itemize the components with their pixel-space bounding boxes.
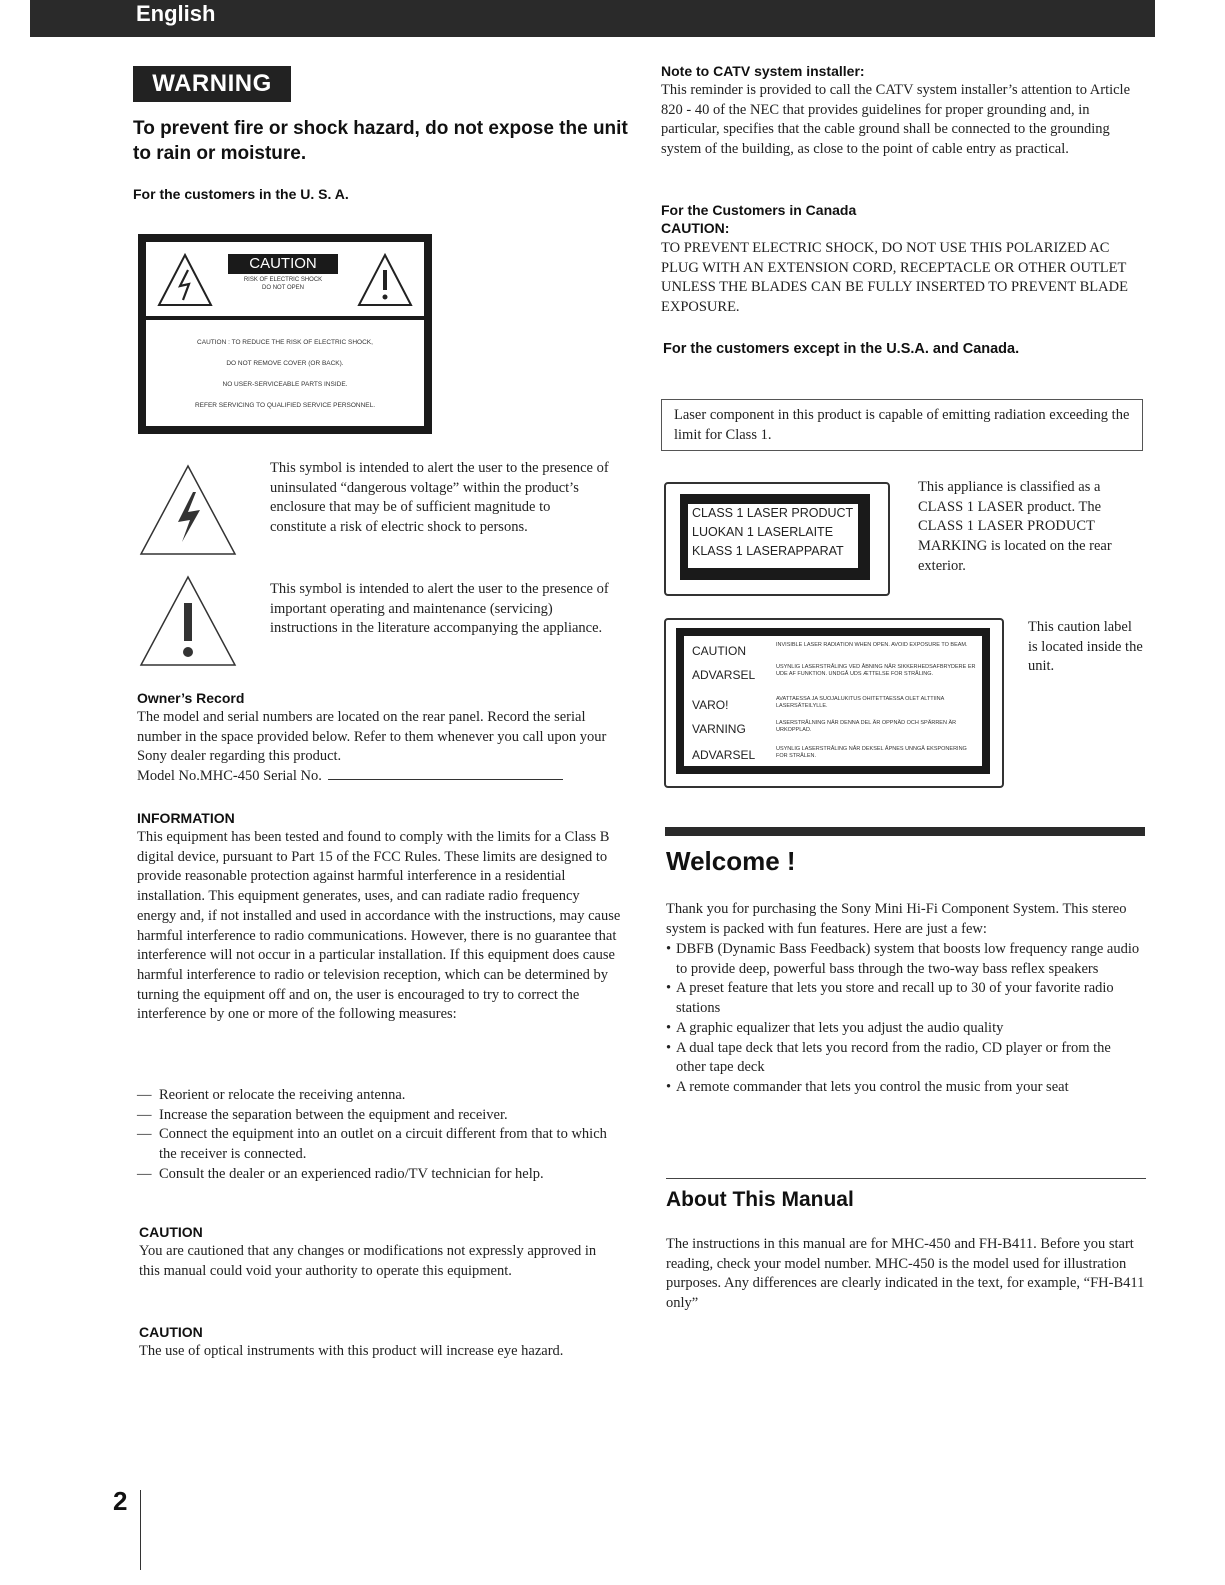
class1-label-line: KLASS 1 LASERAPPARAT (692, 544, 844, 558)
list-item: • A dual tape deck that lets you record from the radio, CD player or from the other tape deck (666, 1039, 1144, 1078)
exclamation-warning-icon (356, 252, 414, 308)
laser-notice-box (661, 399, 1143, 451)
caution-label-subtitle: DO NOT OPEN (262, 285, 304, 291)
caution-lang: VARNING (692, 722, 746, 736)
except-usa-canada-heading: For the customers except in the U.S.A. and Canada. (663, 341, 1020, 357)
list-item: — Consult the dealer or an experienced radio/TV technician for help. (137, 1165, 617, 1185)
laser-notice-text: Laser component in this product is capable of emitting radiation exceeding the limit for Class 1. (674, 407, 1130, 443)
caution-lang: VARO! (692, 698, 729, 712)
about-manual-text: The instructions in this manual are for MHC-450 and FH-B411. Before you start reading, check your model number. MHC-450 is the model used for illustration purposes. Any differences are clearly indicated in the text, for example, “FH-B411 only” (666, 1236, 1145, 1312)
language-label: English (136, 1, 216, 26)
caution-heading: CAUTION (139, 1324, 203, 1340)
caution-lang-text: USYNLIG LASERSTRÅLING VED ÅBNING NÅR SIKKERHEDSAFBRYDERE ER UDE AF FUNKTION. UNDGÅ UDS ÆTTELSE FOR STRÅLING. (776, 664, 976, 677)
model-serial-line (137, 767, 627, 787)
caution-heading: CAUTION (139, 1224, 203, 1240)
exclamation-symbol-text: This symbol is intended to alert the user to the presence of important operating and maintenance (servicing) instructions in the literature accompanying the appliance. (270, 581, 609, 637)
caution-lang: ADVARSEL (692, 668, 756, 682)
caution-lang-text: INVISIBLE LASER RADIATION WHEN OPEN. AVOID EXPOSURE TO BEAM. (776, 642, 968, 648)
features-list (666, 940, 1144, 1098)
section-divider (665, 827, 1145, 836)
class1-label-line: CLASS 1 LASER PRODUCT (692, 506, 854, 520)
canada-caution-label: CAUTION: (661, 220, 730, 236)
caution-label-subtitle: RISK OF ELECTRIC SHOCK (243, 277, 323, 283)
list-item: — Increase the separation between the equipment and receiver. (137, 1106, 617, 1126)
canada-heading: For the Customers in Canada (661, 202, 857, 218)
caution-label-line: NO USER-SERVICEABLE PARTS INSIDE. (222, 381, 348, 388)
caution-lang: ADVARSEL (692, 748, 756, 762)
owners-record-text: The model and serial numbers are located on the rear panel. Record the serial number in the space provided below. Refer to them whenever you call upon your Sony dealer regarding this product. (137, 709, 607, 765)
caution-optical-text: The use of optical instruments with this product will increase eye hazard. (139, 1343, 564, 1359)
page-number-divider (140, 1490, 141, 1570)
lightning-warning-icon (156, 252, 214, 308)
information-text: This equipment has been tested and found to comply with the limits for a Class B digital device, pursuant to Part 15 of the FCC Rules. These limits are designed to provide reasonable protection against harmful interference in a residential installation. This equipment generates, uses, and can radiate radio frequency energy and, if not installed and used in accordance with the instructions, may cause harmful interference to radio communications. However, there is no guarantee that interference will not occur in a particular installation. If this equipment does cause harmful interference to radio or television reception, which can be determined by turning the equipment off and on, the user is encouraged to try to correct the interference by one or more of the following measures: (137, 829, 621, 1023)
laser-caution-label (664, 618, 1004, 788)
usa-customers-heading: For the customers in the U. S. A. (133, 186, 349, 202)
about-manual-heading: About This Manual (666, 1188, 854, 1211)
list-item: • DBFB (Dynamic Bass Feedback) system that boosts low frequency range audio to provide deep, powerful bass through the two-way bass reflex speakers (666, 940, 1144, 979)
welcome-intro: Thank you for purchasing the Sony Mini Hi-Fi Component System. This stereo system is packed with fun features. Here are just a few: (666, 901, 1127, 937)
model-serial-label: Model No.MHC-450 Serial No. (137, 768, 322, 784)
warning-label: WARNING (133, 66, 291, 102)
caution-lang-text: AVATTAESSA JA SUOJALUKITUS OHITETTAESSA OLET ALTTIINA LASERSÄTEILYLLE. (776, 696, 944, 709)
exclamation-icon (138, 573, 238, 669)
warning-headline: To prevent fire or shock hazard, do not expose the unit to rain or moisture. (133, 118, 628, 164)
caution-label-title: CAUTION (228, 254, 338, 274)
class1-description: This appliance is classified as a CLASS 1 LASER product. The CLASS 1 LASER PRODUCT MARKING is located on the rear exterior. (918, 479, 1112, 574)
list-item: — Connect the equipment into an outlet on a circuit different from that to which the receiver is connected. (137, 1125, 617, 1164)
dangerous-voltage-icon (138, 462, 238, 558)
list-item: • A preset feature that lets you store and recall up to 30 of your favorite radio stations (666, 979, 1144, 1018)
list-item: — Reorient or relocate the receiving antenna. (137, 1086, 617, 1106)
caution-label-image (138, 234, 432, 434)
caution-label-line: CAUTION : TO REDUCE THE RISK OF ELECTRIC SHOCK, (197, 339, 373, 346)
section-divider (666, 1178, 1146, 1179)
catv-text: This reminder is provided to call the CATV system installer’s attention to Article 820 - 40 of the NEC that provides guidelines for proper grounding and, in particular, specifies that the cable ground shall be connected to the grounding system of the building, as close to the point of cable entry as practical. (661, 82, 1131, 158)
caution-lang-text: LASERSTRÅLNING NÄR DENNA DEL ÄR OPPNÄD OCH SPÄRREN ÄR URKOPPLAD. (776, 720, 957, 733)
class1-label-line: LUOKAN 1 LASERLAITE (692, 525, 834, 539)
owners-record-heading: Owner’s Record (137, 690, 245, 706)
caution-label-location: This caution label is located inside the unit. (1028, 619, 1143, 675)
list-item: • A graphic equalizer that lets you adjust the audio quality (666, 1019, 1144, 1039)
language-header-bar (30, 0, 1155, 37)
canada-caution-text: TO PREVENT ELECTRIC SHOCK, DO NOT USE THIS POLARIZED AC PLUG WITH AN EXTENSION CORD, RECEPTACLE OR OTHER OUTLET UNLESS THE BLADES CAN BE FULLY INSERTED TO PREVENT BLADE EXPOSURE. (661, 240, 1128, 316)
caution-lang: CAUTION (692, 644, 746, 658)
class1-laser-label (664, 482, 890, 596)
caution-label-line: REFER SERVICING TO QUALIFIED SERVICE PERSONNEL. (194, 402, 376, 409)
welcome-heading: Welcome ! (666, 846, 796, 876)
interference-measures-list (137, 1086, 617, 1185)
caution-lang-text: USYNLIG LASERSTRÅLING NÅR DEKSEL ÅPNES UNNGÅ EKSPONERING FOR STRÅLEN. (776, 746, 967, 759)
voltage-symbol-text: This symbol is intended to alert the user to the presence of uninsulated “dangerous voltage” within the product’s enclosure that may be of sufficient magnitude to constitute a risk of electric shock to persons. (270, 460, 609, 536)
caution-modifications-text: You are cautioned that any changes or modifications not expressly approved in this manual could void your authority to operate this equipment. (139, 1243, 597, 1279)
catv-heading: Note to CATV system installer: (661, 63, 865, 79)
caution-label-line: DO NOT REMOVE COVER (OR BACK). (226, 360, 344, 367)
page-number: 2 (113, 1486, 128, 1516)
serial-number-blank (328, 779, 563, 780)
information-heading: INFORMATION (137, 810, 235, 826)
list-item: • A remote commander that lets you control the music from your seat (666, 1078, 1144, 1098)
